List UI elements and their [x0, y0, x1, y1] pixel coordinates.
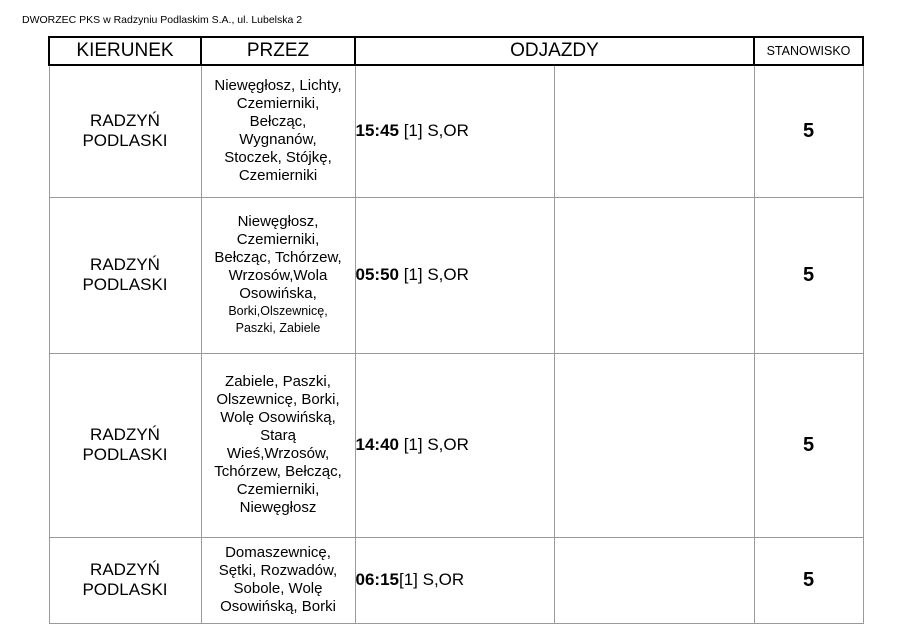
departure-cell	[355, 197, 554, 353]
kierunek-line: PODLASKI	[82, 275, 168, 294]
departure-time: 14:40	[355, 435, 399, 454]
przez-line: Wrzosów,Wola	[228, 267, 328, 284]
kierunek-line: PODLASKI	[82, 580, 168, 599]
przez-line: Bełcząc, Tchórzew,	[214, 249, 342, 266]
departure-empty-cell	[554, 65, 754, 197]
departure-time: 15:45	[355, 121, 399, 141]
przez-line: Paszki, Zabiele	[235, 321, 321, 335]
departure-time: 05:50	[355, 265, 399, 284]
kierunek-line: RADZYŃ	[90, 560, 160, 579]
departure-time: 06:15	[355, 570, 399, 589]
przez-line: Niewęgłosz, Lichty,	[214, 77, 342, 95]
kierunek-line: PODLASKI	[82, 131, 168, 151]
departure-note: [1] S,OR	[398, 570, 465, 589]
departure-cell	[355, 353, 554, 537]
kierunek-cell	[49, 537, 201, 623]
przez-line: Czemierniki,	[236, 481, 320, 498]
departure-note: [1] S,OR	[398, 435, 469, 454]
stanowisko-cell: 5	[754, 65, 863, 197]
table-row	[49, 537, 863, 623]
przez-line: Niewęgłosz,	[237, 213, 319, 230]
table-header-row	[49, 37, 863, 65]
przez-line: Wygnanów,	[239, 131, 317, 149]
przez-line: Czemierniki,	[236, 231, 320, 248]
przez-line: Osowińską, Borki	[220, 598, 336, 615]
przez-line: Stoczek, Stójkę,	[224, 149, 332, 167]
stanowisko-cell: 5	[754, 197, 863, 353]
departure-empty-cell	[554, 537, 754, 623]
przez-line: Domaszewnicę,	[225, 544, 331, 561]
przez-line: Olszewnicę, Borki,	[216, 391, 340, 408]
table-row	[49, 353, 863, 537]
przez-cell	[201, 197, 355, 353]
przez-line: Niewęgłosz	[239, 499, 317, 516]
departure-note: [1] S,OR	[398, 121, 469, 141]
table-row	[49, 197, 863, 353]
column-header-odjazdy: ODJAZDY	[355, 37, 754, 65]
station-header: DWORZEC PKS w Radzyniu Podlaskim S.A., ul. Lubelska 2	[22, 14, 303, 26]
kierunek-line: RADZYŃ	[90, 111, 160, 131]
stanowisko-cell: 5	[754, 353, 863, 537]
przez-line: Starą	[260, 427, 296, 444]
departure-table	[48, 36, 864, 624]
przez-line: Sętki, Rozwadów,	[218, 562, 338, 579]
column-header-kierunek: KIERUNEK	[49, 37, 201, 65]
przez-cell	[201, 65, 355, 197]
table-body	[49, 65, 863, 623]
przez-line: Bełcząc,	[249, 113, 307, 131]
departure-cell	[355, 65, 554, 197]
przez-cell	[201, 537, 355, 623]
departure-empty-cell	[554, 353, 754, 537]
table-row	[49, 65, 863, 197]
departure-cell	[355, 537, 554, 623]
departure-note: [1] S,OR	[398, 265, 469, 284]
przez-line: Wieś,Wrzosów,	[226, 445, 330, 462]
kierunek-cell	[49, 197, 201, 353]
column-header-przez: PRZEZ	[201, 37, 355, 65]
column-header-stanowisko: STANOWISKO	[754, 37, 863, 65]
przez-line: Tchórzew, Bełcząc,	[214, 463, 342, 480]
stanowisko-cell: 5	[754, 537, 863, 623]
przez-line: Borki,Olszewnicę,	[228, 304, 328, 318]
kierunek-line: RADZYŃ	[90, 255, 160, 274]
przez-line: Osowińska,	[239, 285, 317, 302]
przez-line: Zabiele, Paszki,	[225, 373, 331, 390]
przez-line: Czemierniki	[238, 167, 318, 185]
kierunek-cell	[49, 65, 201, 197]
przez-cell	[201, 353, 355, 537]
przez-line: Wolę Osowińską,	[220, 409, 336, 426]
kierunek-line: RADZYŃ	[90, 425, 160, 444]
przez-line: Czemierniki,	[236, 95, 320, 113]
kierunek-line: PODLASKI	[82, 445, 168, 464]
przez-line: Sobole, Wolę	[233, 580, 323, 597]
departure-empty-cell	[554, 197, 754, 353]
kierunek-cell	[49, 353, 201, 537]
